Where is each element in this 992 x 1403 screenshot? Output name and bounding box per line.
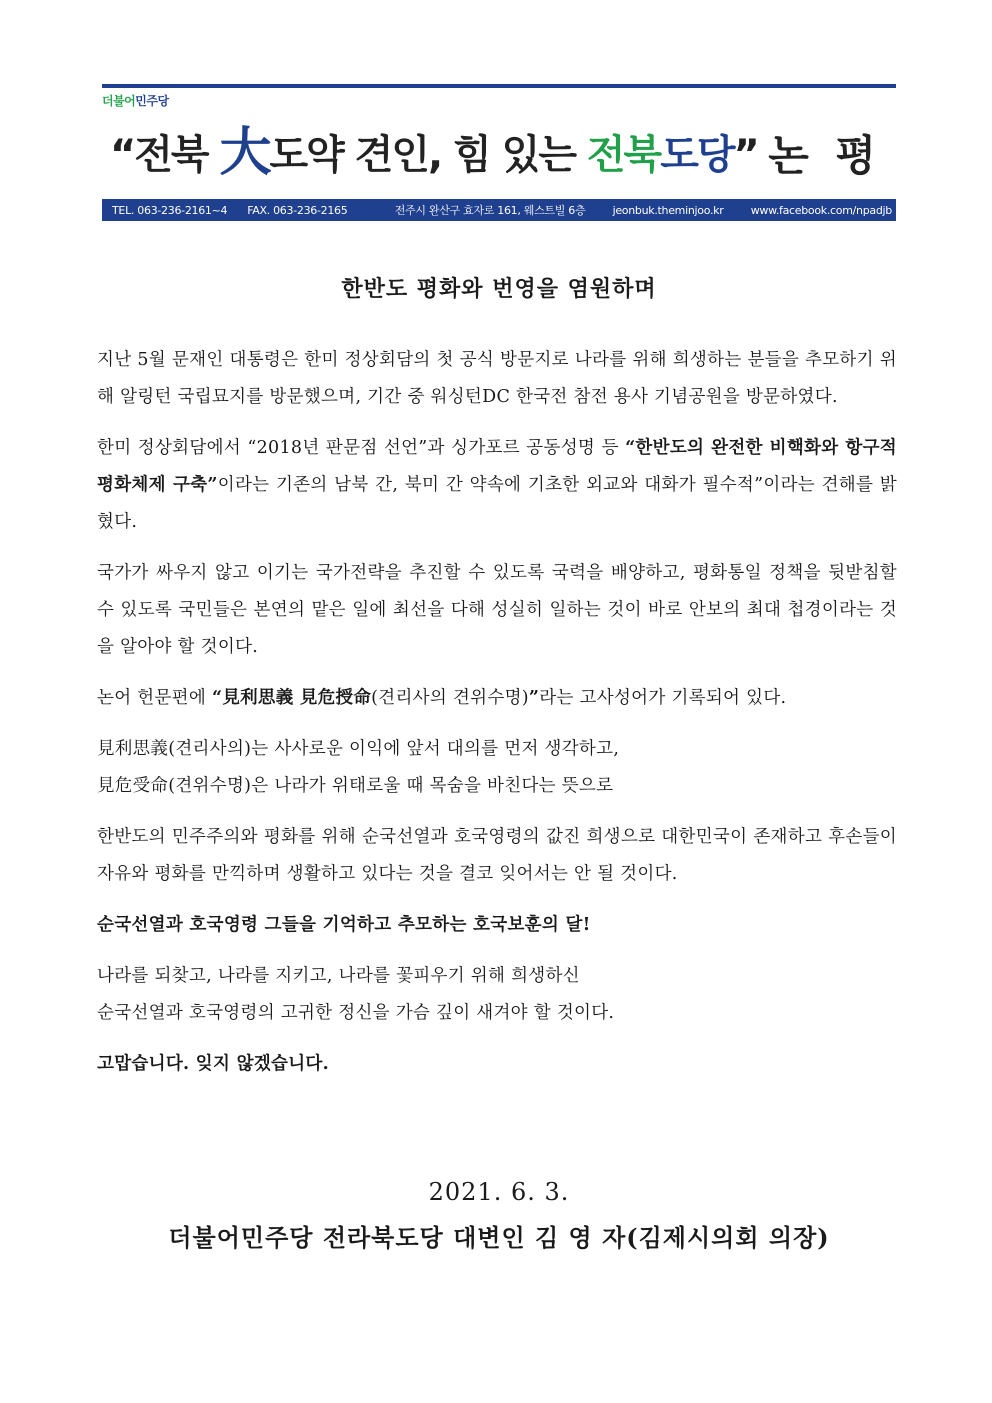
slogan-banner (102, 109, 896, 183)
slogan-green: 전북 (586, 132, 661, 178)
paragraph-4-start: 논어 헌문편에 (97, 688, 212, 708)
contact-fax: FAX. 063-236-2165 (247, 203, 348, 217)
party-logo-rest: 민주당 (135, 94, 169, 108)
paragraph-5-line-2: 見危受命(견위수명)은 나라가 위태로울 때 목숨을 바친다는 뜻으로 (97, 776, 614, 796)
slogan-mid: 도약 견인, 힘 있는 (269, 132, 587, 178)
contact-website: jeonbuk.theminjoo.kr (612, 203, 724, 217)
contact-address: 전주시 완산구 효자로 161, 웨스트빌 6층 (394, 204, 586, 217)
paragraph-5-line-1: 見利思義(견리사의)는 사사로운 이익에 앞서 대의를 먼저 생각하고, (97, 739, 620, 759)
paragraph-1: 지난 5월 문재인 대통령은 한미 정상회담의 첫 공식 방문지로 나라를 위해 희생하는 분들을 추모하기 위해 알링턴 국립묘지를 방문했으며, 기간 중 워싱턴DC 한국전 참전 용사 기념공원을 방문하였다. (97, 350, 897, 407)
paragraph-8-line-1: 나라를 되찾고, 나라를 지키고, 나라를 꽃피우기 위해 희생하신 (97, 966, 580, 986)
letterhead (102, 84, 896, 221)
slogan-blue: 도당 (660, 132, 734, 178)
paragraph-4-bold-2: ” (528, 688, 540, 708)
paragraph-7 (97, 907, 897, 944)
paragraph-2-start: 한미 정상회담에서 “2018년 판문점 선언”과 싱가포르 공동성명 등 (97, 438, 626, 458)
document-type-label: 논 평 (768, 131, 882, 180)
contact-bar (102, 199, 896, 221)
paragraph-2 (97, 430, 897, 541)
signature: 더불어민주당 전라북도당 대변인 김 영 자(김제시의회 의장) (168, 1223, 830, 1252)
paragraph-4-mid: (견리사의 견위수명) (371, 688, 529, 708)
document-title: 한반도 평화와 번영을 염원하며 (341, 276, 657, 302)
contact-phone-group (112, 204, 367, 217)
party-logo-first: 더불어 (102, 94, 136, 108)
top-rule (102, 84, 896, 88)
slogan (110, 108, 758, 183)
paragraph-4 (97, 680, 897, 717)
party-logo (102, 92, 896, 109)
contact-tel: TEL. 063-236-2161~4 (112, 203, 228, 217)
paragraph-8-line-2: 순국선열과 호국영령의 고귀한 정신을 가슴 깊이 새겨야 할 것이다. (97, 1003, 615, 1023)
slogan-close: ” (733, 132, 758, 178)
paragraph-7-bold: 순국선열과 호국영령 그들을 기억하고 추모하는 호국보훈의 달! (97, 915, 591, 935)
document-body (97, 342, 897, 1097)
paragraph-2-end: 이라는 기존의 남북 간, 북미 간 약속에 기초한 외교와 대화가 필수적”이라는 견해를 밝혔다. (97, 475, 897, 532)
paragraph-2-bold: “한반도의 완전한 비핵화와 항구적 평화체제 구축” (97, 438, 897, 495)
slogan-big-char: 大 (219, 123, 270, 183)
paragraph-3: 국가가 싸우지 않고 이기는 국가전략을 추진할 수 있도록 국력을 배양하고, 평화통일 정책을 뒷받침할 수 있도록 국민들은 본연의 맡은 일에 최선을 다해 성실히 일하는 것이 바로 안보의 최대 첩경이라는 것을 알아야 할 것이다. (97, 563, 897, 657)
paragraph-9 (97, 1046, 897, 1083)
slogan-open: “전북 (110, 132, 220, 178)
contact-facebook: www.facebook.com/npadjb (750, 203, 892, 217)
document-date: 2021. 6. 3. (428, 1178, 570, 1206)
paragraph-4-bold: “見利思義 見危授命 (211, 688, 372, 708)
paragraph-6: 한반도의 민주주의와 평화를 위해 순국선열과 호국영령의 값진 희생으로 대한민국이 존재하고 후손들이 자유와 평화를 만끽하며 생활하고 있다는 것을 결코 잊어서는 안 될 것이다. (97, 827, 897, 884)
paragraph-4-end: 라는 고사성어가 기록되어 있다. (539, 688, 787, 708)
paragraph-9-bold: 고맙습니다. 잊지 않겠습니다. (97, 1054, 330, 1074)
